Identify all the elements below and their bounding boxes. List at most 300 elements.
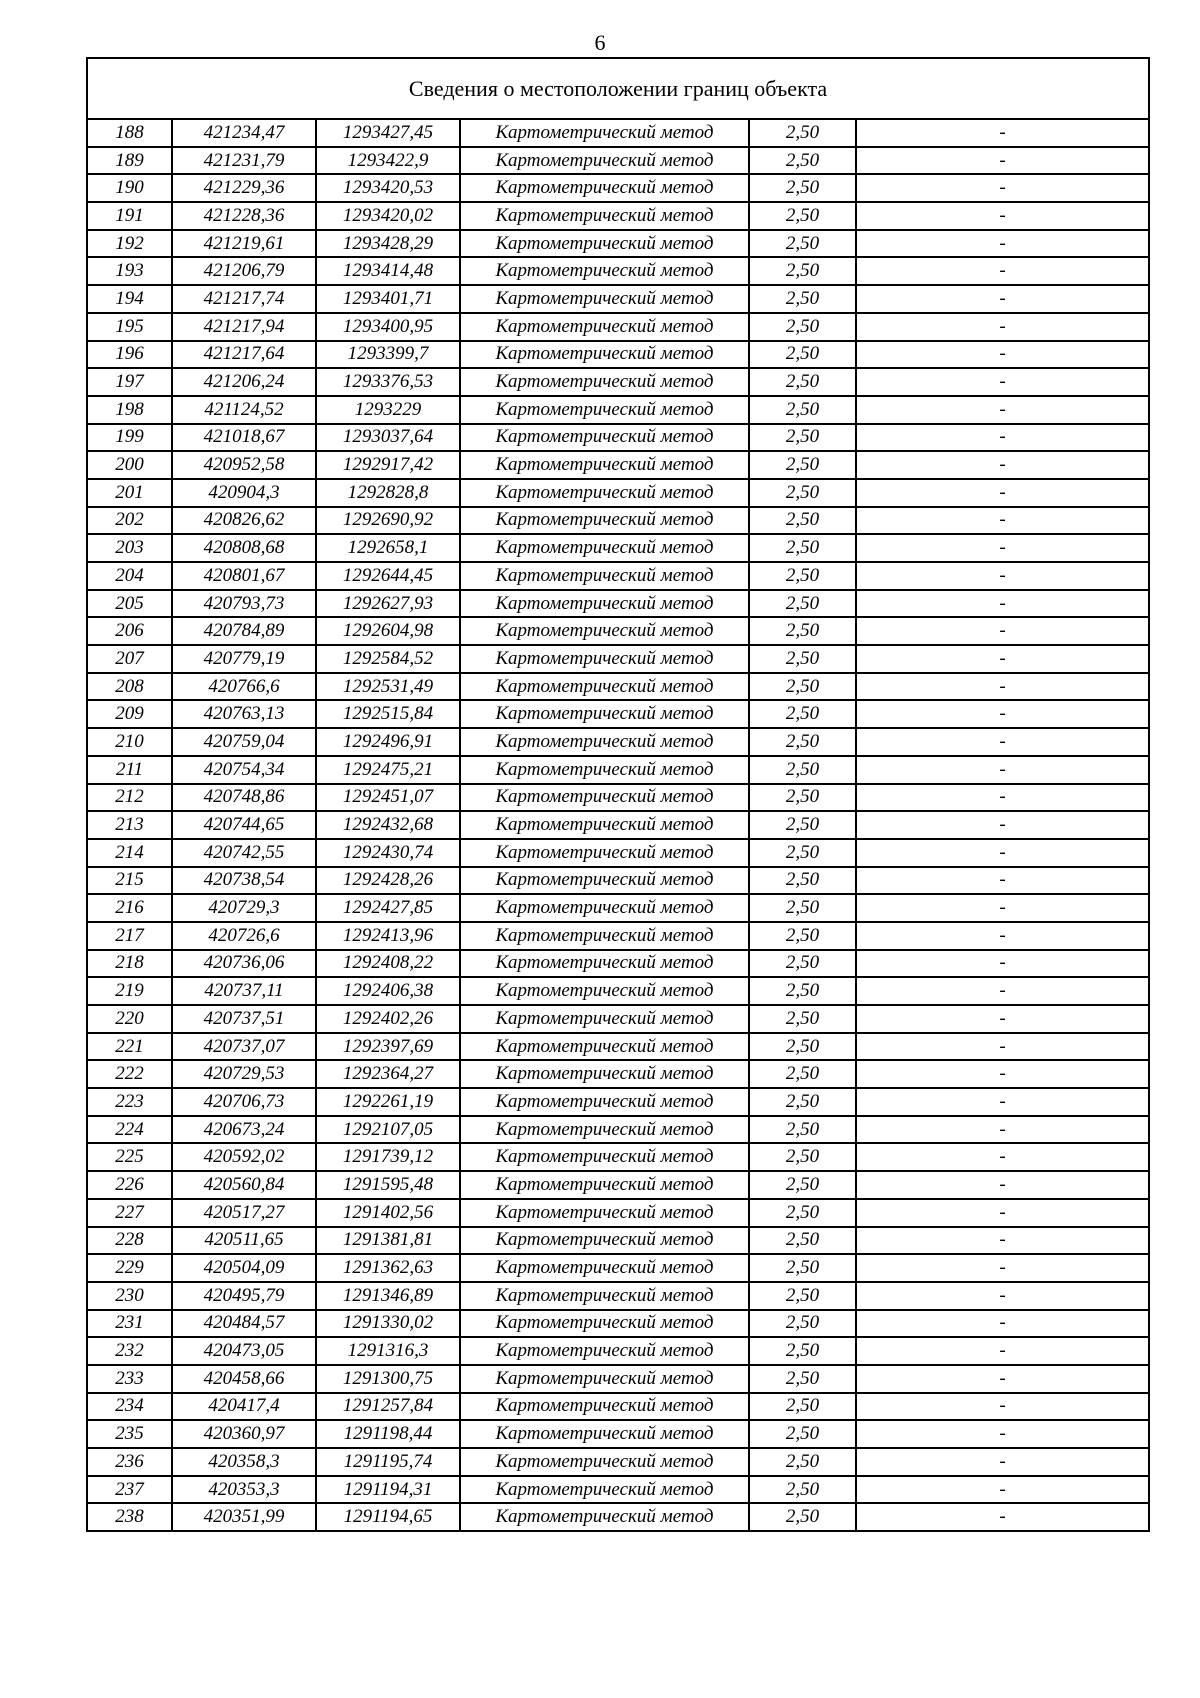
- point-number-cell: 204: [87, 562, 172, 590]
- point-number-cell: 226: [87, 1171, 172, 1199]
- y-coordinate-cell: 1293420,02: [316, 202, 460, 230]
- method-cell: Картометрический метод: [460, 673, 749, 701]
- accuracy-cell: 2,50: [749, 950, 856, 978]
- point-number-cell: 237: [87, 1476, 172, 1504]
- table-row: [87, 728, 1149, 756]
- y-coordinate-cell: 1291739,12: [316, 1143, 460, 1171]
- x-coordinate-cell: 420737,51: [172, 1005, 316, 1033]
- y-coordinate-cell: 1292413,96: [316, 922, 460, 950]
- y-coordinate-cell: 1292604,98: [316, 617, 460, 645]
- x-coordinate-cell: 420706,73: [172, 1088, 316, 1116]
- method-cell: Картометрический метод: [460, 174, 749, 202]
- method-cell: Картометрический метод: [460, 1365, 749, 1393]
- accuracy-cell: 2,50: [749, 285, 856, 313]
- table-row: [87, 534, 1149, 562]
- description-cell: -: [856, 451, 1149, 479]
- accuracy-cell: 2,50: [749, 1116, 856, 1144]
- y-coordinate-cell: 1292402,26: [316, 1005, 460, 1033]
- table-row: [87, 1503, 1149, 1531]
- point-number-cell: 201: [87, 479, 172, 507]
- accuracy-cell: 2,50: [749, 922, 856, 950]
- y-coordinate-cell: 1292475,21: [316, 756, 460, 784]
- table-row: [87, 1199, 1149, 1227]
- accuracy-cell: 2,50: [749, 230, 856, 258]
- y-coordinate-cell: 1291362,63: [316, 1254, 460, 1282]
- method-cell: Картометрический метод: [460, 1282, 749, 1310]
- y-coordinate-cell: 1292261,19: [316, 1088, 460, 1116]
- point-number-cell: 206: [87, 617, 172, 645]
- description-cell: -: [856, 1033, 1149, 1061]
- method-cell: Картометрический метод: [460, 424, 749, 452]
- table-row: [87, 1337, 1149, 1365]
- coordinates-table: [86, 57, 1150, 1532]
- description-cell: -: [856, 202, 1149, 230]
- point-number-cell: 228: [87, 1227, 172, 1255]
- y-coordinate-cell: 1293428,29: [316, 230, 460, 258]
- y-coordinate-cell: 1293401,71: [316, 285, 460, 313]
- accuracy-cell: 2,50: [749, 867, 856, 895]
- description-cell: -: [856, 1088, 1149, 1116]
- table-row: [87, 174, 1149, 202]
- description-cell: -: [856, 1393, 1149, 1421]
- accuracy-cell: 2,50: [749, 1365, 856, 1393]
- table-row: [87, 1060, 1149, 1088]
- table-row: [87, 562, 1149, 590]
- accuracy-cell: 2,50: [749, 1033, 856, 1061]
- y-coordinate-cell: 1292428,26: [316, 867, 460, 895]
- point-number-cell: 221: [87, 1033, 172, 1061]
- point-number-cell: 238: [87, 1503, 172, 1531]
- point-number-cell: 210: [87, 728, 172, 756]
- description-cell: -: [856, 1171, 1149, 1199]
- description-cell: -: [856, 368, 1149, 396]
- x-coordinate-cell: 420736,06: [172, 950, 316, 978]
- accuracy-cell: 2,50: [749, 728, 856, 756]
- x-coordinate-cell: 421229,36: [172, 174, 316, 202]
- table-row: [87, 285, 1149, 313]
- method-cell: Картометрический метод: [460, 562, 749, 590]
- x-coordinate-cell: 420904,3: [172, 479, 316, 507]
- description-cell: -: [856, 1143, 1149, 1171]
- description-cell: -: [856, 950, 1149, 978]
- accuracy-cell: 2,50: [749, 507, 856, 535]
- description-cell: -: [856, 728, 1149, 756]
- point-number-cell: 214: [87, 839, 172, 867]
- point-number-cell: 212: [87, 784, 172, 812]
- table-row: [87, 341, 1149, 369]
- table-row: [87, 1393, 1149, 1421]
- table-row: [87, 756, 1149, 784]
- y-coordinate-cell: 1292828,8: [316, 479, 460, 507]
- method-cell: Картометрический метод: [460, 700, 749, 728]
- point-number-cell: 236: [87, 1448, 172, 1476]
- accuracy-cell: 2,50: [749, 202, 856, 230]
- y-coordinate-cell: 1292427,85: [316, 894, 460, 922]
- description-cell: -: [856, 894, 1149, 922]
- point-number-cell: 189: [87, 147, 172, 175]
- table-row: [87, 202, 1149, 230]
- point-number-cell: 230: [87, 1282, 172, 1310]
- x-coordinate-cell: 420952,58: [172, 451, 316, 479]
- y-coordinate-cell: 1291316,3: [316, 1337, 460, 1365]
- table-row: [87, 1005, 1149, 1033]
- accuracy-cell: 2,50: [749, 1476, 856, 1504]
- y-coordinate-cell: 1292658,1: [316, 534, 460, 562]
- method-cell: Картометрический метод: [460, 1448, 749, 1476]
- accuracy-cell: 2,50: [749, 1310, 856, 1338]
- method-cell: Картометрический метод: [460, 147, 749, 175]
- x-coordinate-cell: 421206,24: [172, 368, 316, 396]
- point-number-cell: 209: [87, 700, 172, 728]
- x-coordinate-cell: 421206,79: [172, 257, 316, 285]
- accuracy-cell: 2,50: [749, 424, 856, 452]
- method-cell: Картометрический метод: [460, 811, 749, 839]
- method-cell: Картометрический метод: [460, 451, 749, 479]
- page-number: 6: [594, 30, 606, 55]
- accuracy-cell: 2,50: [749, 1227, 856, 1255]
- x-coordinate-cell: 420473,05: [172, 1337, 316, 1365]
- method-cell: Картометрический метод: [460, 507, 749, 535]
- table-row: [87, 230, 1149, 258]
- y-coordinate-cell: 1292531,49: [316, 673, 460, 701]
- point-number-cell: 196: [87, 341, 172, 369]
- table-row: [87, 617, 1149, 645]
- accuracy-cell: 2,50: [749, 977, 856, 1005]
- table-row: [87, 867, 1149, 895]
- y-coordinate-cell: 1292917,42: [316, 451, 460, 479]
- description-cell: -: [856, 1005, 1149, 1033]
- x-coordinate-cell: 420748,86: [172, 784, 316, 812]
- table-row: [87, 700, 1149, 728]
- point-number-cell: 200: [87, 451, 172, 479]
- table-row: [87, 1116, 1149, 1144]
- y-coordinate-cell: 1291595,48: [316, 1171, 460, 1199]
- x-coordinate-cell: 420504,09: [172, 1254, 316, 1282]
- x-coordinate-cell: 420826,62: [172, 507, 316, 535]
- description-cell: -: [856, 562, 1149, 590]
- accuracy-cell: 2,50: [749, 590, 856, 618]
- point-number-cell: 207: [87, 645, 172, 673]
- table-row: [87, 1282, 1149, 1310]
- description-cell: -: [856, 977, 1149, 1005]
- x-coordinate-cell: 420358,3: [172, 1448, 316, 1476]
- description-cell: -: [856, 867, 1149, 895]
- accuracy-cell: 2,50: [749, 1060, 856, 1088]
- point-number-cell: 223: [87, 1088, 172, 1116]
- description-cell: -: [856, 811, 1149, 839]
- y-coordinate-cell: 1292406,38: [316, 977, 460, 1005]
- method-cell: Картометрический метод: [460, 1005, 749, 1033]
- point-number-cell: 234: [87, 1393, 172, 1421]
- point-number-cell: 225: [87, 1143, 172, 1171]
- method-cell: Картометрический метод: [460, 1310, 749, 1338]
- method-cell: Картометрический метод: [460, 617, 749, 645]
- accuracy-cell: 2,50: [749, 1005, 856, 1033]
- point-number-cell: 219: [87, 977, 172, 1005]
- method-cell: Картометрический метод: [460, 922, 749, 950]
- method-cell: Картометрический метод: [460, 313, 749, 341]
- description-cell: -: [856, 285, 1149, 313]
- description-cell: -: [856, 645, 1149, 673]
- method-cell: Картометрический метод: [460, 1476, 749, 1504]
- table-body: [87, 58, 1149, 1531]
- description-cell: -: [856, 479, 1149, 507]
- y-coordinate-cell: 1292496,91: [316, 728, 460, 756]
- x-coordinate-cell: 420801,67: [172, 562, 316, 590]
- accuracy-cell: 2,50: [749, 1171, 856, 1199]
- point-number-cell: 220: [87, 1005, 172, 1033]
- method-cell: Картометрический метод: [460, 867, 749, 895]
- table-title-row: [87, 58, 1149, 119]
- accuracy-cell: 2,50: [749, 784, 856, 812]
- table-row: [87, 839, 1149, 867]
- method-cell: Картометрический метод: [460, 1171, 749, 1199]
- accuracy-cell: 2,50: [749, 534, 856, 562]
- method-cell: Картометрический метод: [460, 1143, 749, 1171]
- accuracy-cell: 2,50: [749, 479, 856, 507]
- table-row: [87, 479, 1149, 507]
- description-cell: -: [856, 1116, 1149, 1144]
- x-coordinate-cell: 420784,89: [172, 617, 316, 645]
- x-coordinate-cell: 421234,47: [172, 119, 316, 147]
- description-cell: -: [856, 1503, 1149, 1531]
- accuracy-cell: 2,50: [749, 1420, 856, 1448]
- method-cell: Картометрический метод: [460, 534, 749, 562]
- point-number-cell: 188: [87, 119, 172, 147]
- table-row: [87, 590, 1149, 618]
- description-cell: -: [856, 1199, 1149, 1227]
- y-coordinate-cell: 1293414,48: [316, 257, 460, 285]
- table-row: [87, 1476, 1149, 1504]
- point-number-cell: 192: [87, 230, 172, 258]
- x-coordinate-cell: 420754,34: [172, 756, 316, 784]
- description-cell: -: [856, 673, 1149, 701]
- accuracy-cell: 2,50: [749, 839, 856, 867]
- method-cell: Картометрический метод: [460, 977, 749, 1005]
- y-coordinate-cell: 1292515,84: [316, 700, 460, 728]
- x-coordinate-cell: 420729,3: [172, 894, 316, 922]
- description-cell: -: [856, 1310, 1149, 1338]
- y-coordinate-cell: 1291346,89: [316, 1282, 460, 1310]
- description-cell: -: [856, 1476, 1149, 1504]
- table-row: [87, 673, 1149, 701]
- accuracy-cell: 2,50: [749, 673, 856, 701]
- accuracy-cell: 2,50: [749, 1143, 856, 1171]
- y-coordinate-cell: 1292364,27: [316, 1060, 460, 1088]
- method-cell: Картометрический метод: [460, 285, 749, 313]
- accuracy-cell: 2,50: [749, 1282, 856, 1310]
- accuracy-cell: 2,50: [749, 1254, 856, 1282]
- y-coordinate-cell: 1291195,74: [316, 1448, 460, 1476]
- x-coordinate-cell: 420808,68: [172, 534, 316, 562]
- table-row: [87, 811, 1149, 839]
- description-cell: -: [856, 534, 1149, 562]
- description-cell: -: [856, 590, 1149, 618]
- point-number-cell: 218: [87, 950, 172, 978]
- description-cell: -: [856, 839, 1149, 867]
- table-row: [87, 1171, 1149, 1199]
- x-coordinate-cell: 421217,64: [172, 341, 316, 369]
- point-number-cell: 233: [87, 1365, 172, 1393]
- point-number-cell: 232: [87, 1337, 172, 1365]
- table-row: [87, 1310, 1149, 1338]
- point-number-cell: 224: [87, 1116, 172, 1144]
- description-cell: -: [856, 700, 1149, 728]
- point-number-cell: 199: [87, 424, 172, 452]
- x-coordinate-cell: 421124,52: [172, 396, 316, 424]
- description-cell: -: [856, 1060, 1149, 1088]
- x-coordinate-cell: 421219,61: [172, 230, 316, 258]
- y-coordinate-cell: 1291402,56: [316, 1199, 460, 1227]
- method-cell: Картометрический метод: [460, 230, 749, 258]
- method-cell: Картометрический метод: [460, 1420, 749, 1448]
- x-coordinate-cell: 420742,55: [172, 839, 316, 867]
- x-coordinate-cell: 421217,94: [172, 313, 316, 341]
- method-cell: Картометрический метод: [460, 950, 749, 978]
- point-number-cell: 235: [87, 1420, 172, 1448]
- accuracy-cell: 2,50: [749, 174, 856, 202]
- x-coordinate-cell: 421228,36: [172, 202, 316, 230]
- x-coordinate-cell: 420351,99: [172, 1503, 316, 1531]
- table-row: [87, 1254, 1149, 1282]
- description-cell: -: [856, 174, 1149, 202]
- point-number-cell: 229: [87, 1254, 172, 1282]
- table-row: [87, 368, 1149, 396]
- method-cell: Картометрический метод: [460, 341, 749, 369]
- y-coordinate-cell: 1293427,45: [316, 119, 460, 147]
- accuracy-cell: 2,50: [749, 1337, 856, 1365]
- accuracy-cell: 2,50: [749, 1393, 856, 1421]
- description-cell: -: [856, 341, 1149, 369]
- point-number-cell: 227: [87, 1199, 172, 1227]
- table-row: [87, 1227, 1149, 1255]
- y-coordinate-cell: 1291300,75: [316, 1365, 460, 1393]
- point-number-cell: 194: [87, 285, 172, 313]
- method-cell: Картометрический метод: [460, 1393, 749, 1421]
- description-cell: -: [856, 313, 1149, 341]
- description-cell: -: [856, 1365, 1149, 1393]
- x-coordinate-cell: 420759,04: [172, 728, 316, 756]
- x-coordinate-cell: 420763,13: [172, 700, 316, 728]
- accuracy-cell: 2,50: [749, 1088, 856, 1116]
- x-coordinate-cell: 420458,66: [172, 1365, 316, 1393]
- x-coordinate-cell: 420417,4: [172, 1393, 316, 1421]
- description-cell: -: [856, 147, 1149, 175]
- y-coordinate-cell: 1292397,69: [316, 1033, 460, 1061]
- y-coordinate-cell: 1291194,65: [316, 1503, 460, 1531]
- point-number-cell: 215: [87, 867, 172, 895]
- y-coordinate-cell: 1291381,81: [316, 1227, 460, 1255]
- description-cell: -: [856, 396, 1149, 424]
- method-cell: Картометрический метод: [460, 1033, 749, 1061]
- table-row: [87, 922, 1149, 950]
- table-row: [87, 1088, 1149, 1116]
- method-cell: Картометрический метод: [460, 119, 749, 147]
- table-row: [87, 396, 1149, 424]
- x-coordinate-cell: 420592,02: [172, 1143, 316, 1171]
- point-number-cell: 191: [87, 202, 172, 230]
- description-cell: -: [856, 1282, 1149, 1310]
- table-row: [87, 1143, 1149, 1171]
- accuracy-cell: 2,50: [749, 700, 856, 728]
- accuracy-cell: 2,50: [749, 341, 856, 369]
- x-coordinate-cell: 420353,3: [172, 1476, 316, 1504]
- method-cell: Картометрический метод: [460, 1254, 749, 1282]
- y-coordinate-cell: 1292644,45: [316, 562, 460, 590]
- y-coordinate-cell: 1293376,53: [316, 368, 460, 396]
- y-coordinate-cell: 1292432,68: [316, 811, 460, 839]
- method-cell: Картометрический метод: [460, 1227, 749, 1255]
- x-coordinate-cell: 420737,07: [172, 1033, 316, 1061]
- table-row: [87, 451, 1149, 479]
- x-coordinate-cell: 420484,57: [172, 1310, 316, 1338]
- x-coordinate-cell: 420726,6: [172, 922, 316, 950]
- y-coordinate-cell: 1292690,92: [316, 507, 460, 535]
- description-cell: -: [856, 617, 1149, 645]
- description-cell: -: [856, 1227, 1149, 1255]
- table-row: [87, 257, 1149, 285]
- method-cell: Картометрический метод: [460, 368, 749, 396]
- x-coordinate-cell: 420511,65: [172, 1227, 316, 1255]
- description-cell: -: [856, 1448, 1149, 1476]
- description-cell: -: [856, 424, 1149, 452]
- method-cell: Картометрический метод: [460, 839, 749, 867]
- x-coordinate-cell: 420517,27: [172, 1199, 316, 1227]
- method-cell: Картометрический метод: [460, 894, 749, 922]
- description-cell: -: [856, 784, 1149, 812]
- y-coordinate-cell: 1293037,64: [316, 424, 460, 452]
- table-row: [87, 313, 1149, 341]
- method-cell: Картометрический метод: [460, 784, 749, 812]
- accuracy-cell: 2,50: [749, 313, 856, 341]
- accuracy-cell: 2,50: [749, 257, 856, 285]
- point-number-cell: 216: [87, 894, 172, 922]
- x-coordinate-cell: 420729,53: [172, 1060, 316, 1088]
- accuracy-cell: 2,50: [749, 368, 856, 396]
- point-number-cell: 213: [87, 811, 172, 839]
- point-number-cell: 203: [87, 534, 172, 562]
- table-row: [87, 1420, 1149, 1448]
- description-cell: -: [856, 507, 1149, 535]
- table-row: [87, 424, 1149, 452]
- table-row: [87, 894, 1149, 922]
- method-cell: Картометрический метод: [460, 257, 749, 285]
- y-coordinate-cell: 1293422,9: [316, 147, 460, 175]
- table-row: [87, 1033, 1149, 1061]
- x-coordinate-cell: 420360,97: [172, 1420, 316, 1448]
- accuracy-cell: 2,50: [749, 1503, 856, 1531]
- y-coordinate-cell: 1293399,7: [316, 341, 460, 369]
- point-number-cell: 211: [87, 756, 172, 784]
- point-number-cell: 198: [87, 396, 172, 424]
- table-row: [87, 507, 1149, 535]
- x-coordinate-cell: 420738,54: [172, 867, 316, 895]
- x-coordinate-cell: 420766,6: [172, 673, 316, 701]
- description-cell: -: [856, 1420, 1149, 1448]
- x-coordinate-cell: 420744,65: [172, 811, 316, 839]
- point-number-cell: 205: [87, 590, 172, 618]
- x-coordinate-cell: 421217,74: [172, 285, 316, 313]
- method-cell: Картометрический метод: [460, 1116, 749, 1144]
- table-row: [87, 950, 1149, 978]
- table-row: [87, 784, 1149, 812]
- description-cell: -: [856, 1337, 1149, 1365]
- accuracy-cell: 2,50: [749, 119, 856, 147]
- x-coordinate-cell: 421018,67: [172, 424, 316, 452]
- description-cell: -: [856, 257, 1149, 285]
- description-cell: -: [856, 922, 1149, 950]
- accuracy-cell: 2,50: [749, 811, 856, 839]
